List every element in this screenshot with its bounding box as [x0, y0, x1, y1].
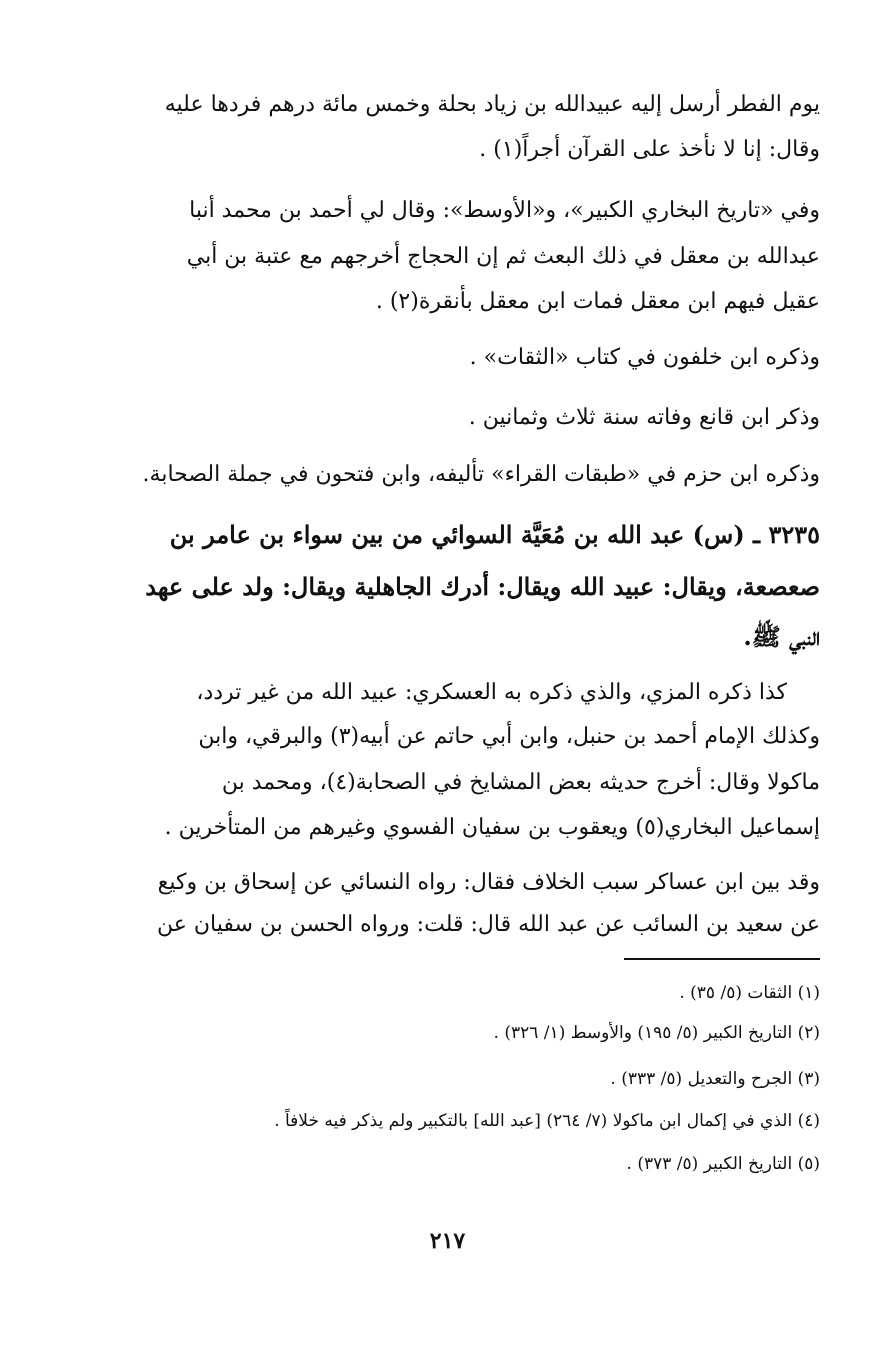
- body-line-12: إسماعيل البخاري(٥) ويعقوب بن سفيان الفسوي وغيرهم من المتأخرين .: [164, 815, 820, 840]
- footnote-1: (١) الثقات (٥/ ٣٥) .: [679, 983, 820, 1003]
- body-line-13: وقد بين ابن عساكر سبب الخلاف فقال: رواه النسائي عن إسحاق بن وكيع: [157, 870, 820, 895]
- body-line-4: عبدالله بن معقل في ذلك البعث ثم إن الحجاج أخرجهم مع عتبة بن أبي: [186, 244, 820, 269]
- body-line-14: عن سعيد بن السائب عن عبد الله قال: قلت: ورواه الحسن بن سفيان عن: [157, 912, 820, 937]
- body-line-7: وذكر ابن قانع وفاته سنة ثلاث وثمانين .: [468, 405, 820, 430]
- page-number: ٢١٧: [429, 1228, 466, 1254]
- footnote-4: (٤) الذي في إكمال ابن ماكولا (٧/ ٢٦٤) [عبد الله] بالتكبير ولم يذكر فيه خلافاً .: [274, 1111, 820, 1131]
- body-line-11: ماكولا وقال: أخرج حديثه بعض المشايخ في الصحابة(٤)، ومحمد بن: [221, 770, 820, 795]
- body-line-1: يوم الفطر أرسل إليه عبيدالله بن زياد بحلة وخمس مائة درهم فردها عليه: [164, 92, 820, 117]
- footnote-5: (٥) التاريخ الكبير (٥/ ٣٧٣) .: [626, 1154, 820, 1174]
- body-line-10: وكذلك الإمام أحمد بن حنبل، وابن أبي حاتم عن أبيه(٣) والبرقي، وابن: [198, 724, 820, 749]
- footnote-separator: [624, 958, 820, 960]
- body-line-3: وفي «تاريخ البخاري الكبير»، و«الأوسط»: وقال لي أحمد بن محمد أنبا: [189, 198, 820, 223]
- footnote-3: (٣) الجرح والتعديل (٥/ ٣٣٣) .: [610, 1069, 820, 1089]
- entry-heading-line-3: النبي ﷺ.: [743, 622, 820, 651]
- body-line-8: وذكره ابن حزم في «طبقات القراء» تأليفه، وابن فتحون في جملة الصحابة.: [142, 462, 820, 487]
- body-line-6: وذكره ابن خلفون في كتاب «الثقات» .: [469, 345, 820, 370]
- body-line-5: عقيل فيهم ابن معقل فمات ابن معقل بأنقرة(٢) .: [375, 289, 820, 314]
- body-line-9: كذا ذكره المزي، والذي ذكره به العسكري: عبيد الله من غير تردد،: [196, 680, 787, 705]
- footnote-2: (٢) التاريخ الكبير (٥/ ١٩٥) والأوسط (١/ ٣٢٦) .: [493, 1023, 820, 1043]
- body-line-2: وقال: إنا لا نأخذ على القرآن أجراً(١) .: [479, 137, 820, 162]
- entry-heading-line-1: ٣٢٣٥ ـ (س) عبد الله بن مُعَيَّة السوائي من بين سواء بن عامر بن: [169, 520, 820, 549]
- entry-heading-line-2: صعصعة، ويقال: عبيد الله ويقال: أدرك الجاهلية ويقال: ولد على عهد: [145, 572, 820, 601]
